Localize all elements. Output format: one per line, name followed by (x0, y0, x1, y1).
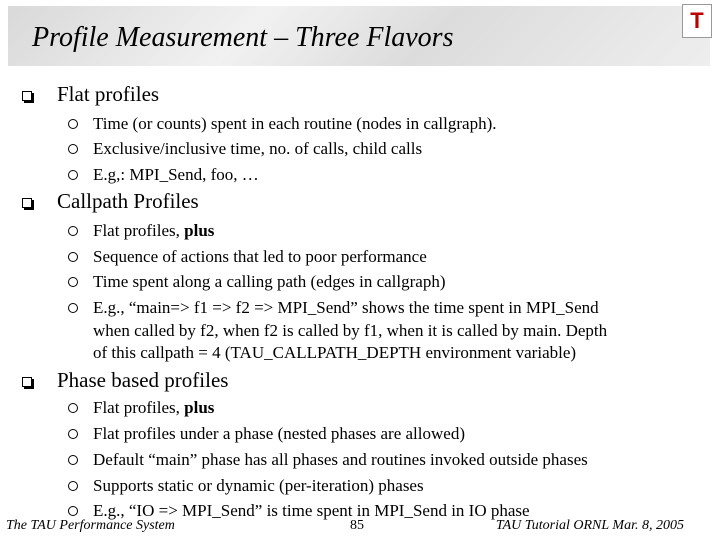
circle-bullet-icon (68, 455, 78, 465)
circle-bullet-icon (68, 252, 78, 262)
section-phase-based-profiles (22, 368, 228, 393)
list-item: Supports static or dynamic (per-iteration) phases (68, 474, 424, 497)
circle-bullet-icon (68, 506, 78, 516)
footer-left: The TAU Performance System (6, 518, 175, 533)
circle-bullet-icon (68, 144, 78, 154)
slide-title: Profile Measurement – Three Flavors (32, 22, 454, 53)
list-item: Sequence of actions that led to poor performance (68, 245, 427, 268)
square-bullet-icon (22, 377, 32, 387)
section-flat-profiles (22, 82, 159, 107)
list-item: Flat profiles, plus (68, 219, 214, 242)
circle-bullet-icon (68, 277, 78, 287)
circle-bullet-icon (68, 170, 78, 180)
circle-bullet-icon (68, 303, 78, 313)
logo-glyph: T (690, 8, 704, 33)
list-item: Time (or counts) spent in each routine (nodes in callgraph). (68, 112, 497, 135)
circle-bullet-icon (68, 226, 78, 236)
list-item: E.g,: MPI_Send, foo, … (68, 163, 259, 186)
list-item: Time spent along a calling path (edges in callgraph) (68, 270, 446, 293)
list-item: Flat profiles under a phase (nested phases are allowed) (68, 422, 465, 445)
section-heading: Flat profiles (57, 82, 160, 106)
list-item: Default “main” phase has all phases and routines invoked outside phases (68, 448, 588, 471)
list-item-continuation: of this callpath = 4 (TAU_CALLPATH_DEPTH environment variable) (93, 343, 577, 362)
list-item: Flat profiles, plus (68, 396, 214, 419)
list-item: E.g., “IO => MPI_Send” is time spent in MPI_Send in IO phase (68, 499, 530, 522)
circle-bullet-icon (68, 481, 78, 491)
list-item: E.g., “main=> f1 => f2 => MPI_Send” shows the time spent in MPI_Send (68, 296, 599, 319)
square-bullet-icon (22, 198, 32, 208)
list-item-continuation: when called by f2, when f2 is called by f1, when it is called by main. Depth (93, 321, 608, 340)
square-bullet-icon (22, 91, 32, 101)
section-heading: Phase based profiles (57, 368, 229, 392)
section-callpath-profiles (22, 189, 199, 214)
circle-bullet-icon (68, 119, 78, 129)
page-number: 85 (350, 518, 364, 533)
circle-bullet-icon (68, 429, 78, 439)
circle-bullet-icon (68, 403, 78, 413)
section-heading: Callpath Profiles (57, 189, 199, 213)
list-item: Exclusive/inclusive time, no. of calls, child calls (68, 137, 422, 160)
footer-right: TAU Tutorial ORNL Mar. 8, 2005 (495, 518, 684, 533)
